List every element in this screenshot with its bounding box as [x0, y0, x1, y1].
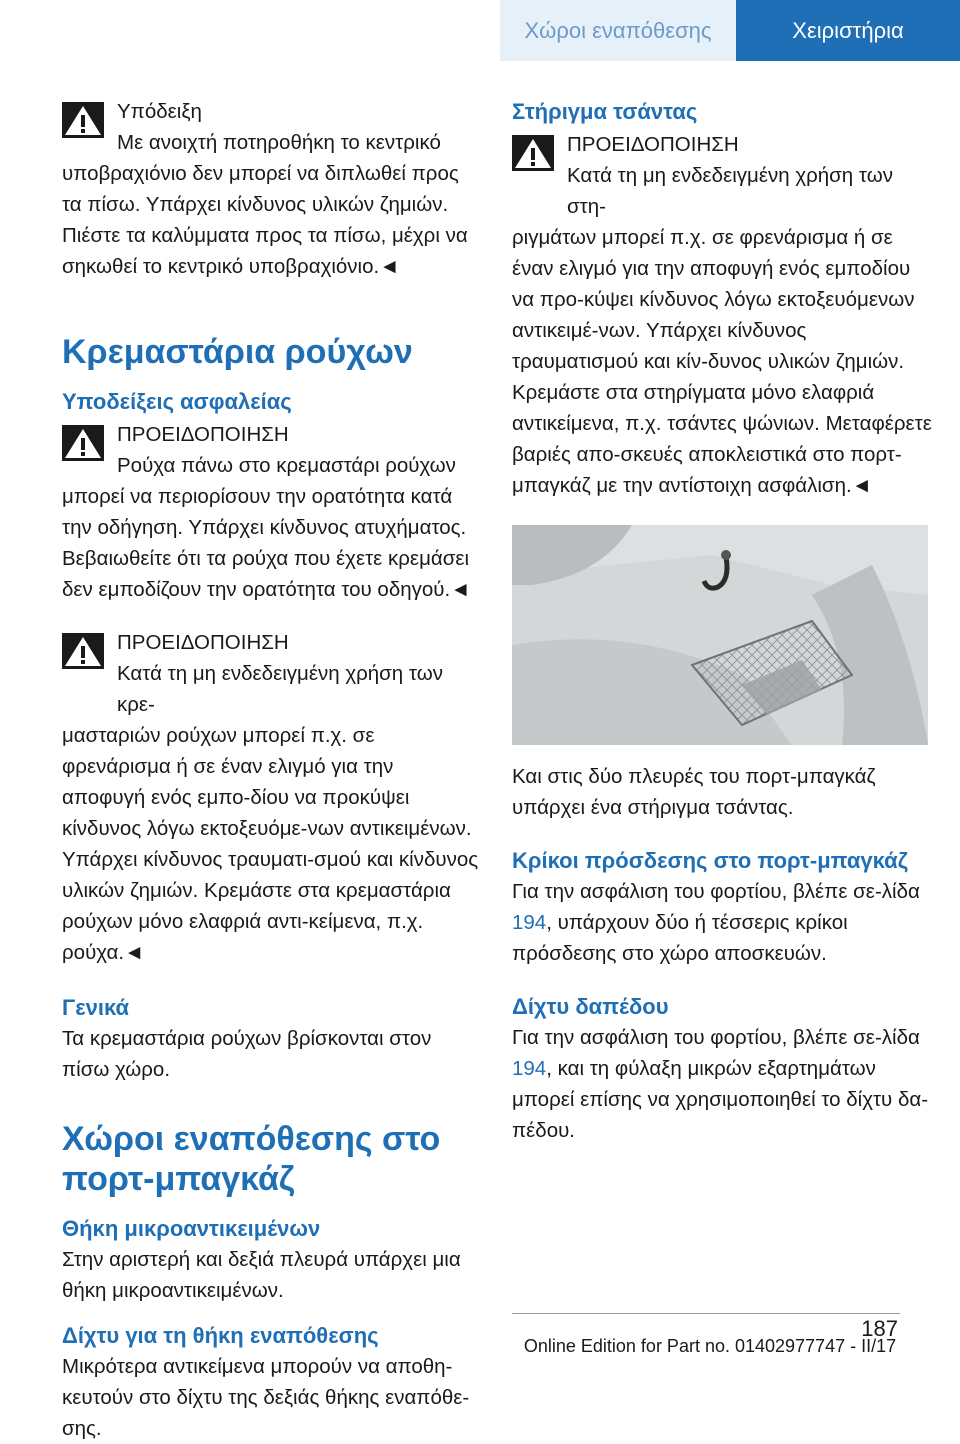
warning-block-2: [62, 627, 482, 968]
heading-general: Γενικά: [62, 995, 130, 1020]
heading-floor-net: Δίχτυ δαπέδου: [512, 994, 669, 1019]
section-tab-controls[interactable]: Χειριστήρια: [736, 0, 960, 61]
heading-safety-notes: Υποδείξεις ασφαλείας: [62, 389, 292, 414]
note-first-line: Με ανοιχτή ποτηροθήκη το κεντρικό: [117, 131, 441, 154]
warning-block-1: [62, 419, 482, 605]
warning-first-line: Κατά τη μη ενδεδειγμένη χρήση των κρε-: [117, 662, 443, 716]
edition-text: Online Edition for Part no. 01402977747 - II/17: [523, 1336, 897, 1356]
heading-lashing-eyes: Κρίκοι πρόσδεσης στο πορτ-μπαγκάζ: [512, 848, 908, 873]
page-header: [0, 0, 960, 61]
lashing-text-pre: Για την ασφάλιση του φορτίου, βλέπε σε-λίδα: [512, 880, 920, 903]
floor-net-text: [512, 1022, 932, 1146]
left-column: [62, 96, 482, 1444]
floor-text-pre: Για την ασφάλιση του φορτίου, βλέπε σε-λίδα: [512, 1026, 920, 1049]
right-column: [512, 96, 932, 1146]
warning-text: μπορεί να περιορίσουν την ορατότητα κατά την οδήγηση. Υπάρχει κίνδυνος ατυχήματος. Βεβαιωθείτε ότι τα ρούχα που έχετε κρεμάσει δεν εμποδίζουν την ορατότητα του οδηγού.◄: [62, 485, 471, 601]
bag-hook-text: Και στις δύο πλευρές του πορτ-μπαγκάζ υπάρχει ένα στήριγμα τσάντας.: [512, 765, 876, 819]
lashing-eyes-text: [512, 876, 932, 969]
warning-first-line: Ρούχα πάνω στο κρεμαστάρι ρούχων: [117, 454, 456, 477]
warning-title: ΠΡΟΕΙΔΟΠΟΙΗΣΗ: [567, 133, 739, 156]
page-link-194[interactable]: 194: [512, 1057, 547, 1080]
note-block: [62, 96, 482, 282]
warning-title: ΠΡΟΕΙΔΟΠΟΙΗΣΗ: [117, 423, 289, 446]
heading-small-item-compartment: Θήκη μικροαντικειμένων: [62, 1216, 321, 1241]
warning-first-line: Κατά τη μη ενδεδειγμένη χρήση των στη-: [567, 164, 893, 218]
heading-trunk-storage: Χώροι εναπόθεσης στο πορτ-μπαγκάζ: [62, 1120, 441, 1198]
floor-text-post: , και τη φύλαξη μικρών εξαρτημάτων μπορεί επίσης να χρησιμοποιηθεί το δίχτυ δα-πέδου.: [512, 1057, 929, 1142]
compartment-text: Στην αριστερή και δεξιά πλευρά υπάρχει μια θήκη μικροαντικειμένων.: [62, 1248, 461, 1302]
heading-storage-net: Δίχτυ για τη θήκη εναπόθεσης: [62, 1323, 379, 1348]
section-tab-storage[interactable]: Χώροι εναπόθεσης: [500, 0, 736, 61]
note-title: Υπόδειξη: [117, 100, 202, 123]
warning-triangle-icon: [62, 633, 104, 669]
warning-triangle-icon: [62, 425, 104, 461]
warning-title: ΠΡΟΕΙΔΟΠΟΙΗΣΗ: [117, 631, 289, 654]
warning-text: μασταριών ρούχων μπορεί π.χ. σε φρενάρισμα ή σε έναν ελιγμό για την αποφυγή ενός εμπο-δίου να προκύψει κίνδυνος λόγω εκτοξευόμε-νων αντικειμένων. Υπάρχει κίνδυνος τραυματι-σμού και κίνδυνος υλικών ζημιών. Κρεμάστε στα κρεμαστάρια ρούχων μόνο ελαφριά αντι-κείμενα, π.χ. ρούχα.◄: [62, 724, 479, 964]
page-number: 187: [861, 1316, 898, 1341]
heading-bag-hook: Στήριγμα τσάντας: [512, 99, 698, 124]
general-text: Τα κρεμαστάρια ρούχων βρίσκονται στον πίσω χώρο.: [62, 1027, 432, 1081]
page-link-194[interactable]: 194: [512, 911, 547, 934]
heading-clothes-hangers: Κρεμαστάρια ρούχων: [62, 333, 413, 371]
warning-triangle-icon: [512, 135, 554, 171]
footer-divider: [512, 1313, 900, 1314]
net-text: Μικρότερα αντικείμενα μπορούν να αποθη-κευτούν στο δίχτυ της δεξιάς θήκης εναπόθε-σης.: [62, 1355, 470, 1440]
warning-text: ριγμάτων μπορεί π.χ. σε φρενάρισμα ή σε έναν ελιγμό για την αποφυγή ενός εμποδίου να προ-κύψει κίνδυνος λόγω εκτοξευόμενων αντικειμέ-νων. Υπάρχει κίνδυνος τραυματισμού και κίν-δυνος υλικών ζημιών. Κρεμάστε στα στηρίγματα μόνο ελαφριά αντικείμενα, π.χ. τσάντες ψώνιων. Μεταφέρετε βαριές απο-σκευές αποκλειστικά στο πορτ-μπαγκάζ με την αντίστοιχη ασφάλιση.◄: [512, 226, 932, 497]
trunk-bag-hook-photo: [512, 525, 928, 745]
lashing-text-post: , υπάρχουν δύο ή τέσσερις κρίκοι πρόσδεσης στο χώρο αποσκευών.: [512, 911, 848, 965]
warning-triangle-icon: [62, 102, 104, 138]
note-text: υποβραχιόνιο δεν μπορεί να διπλωθεί προς τα πίσω. Υπάρχει κίνδυνος υλικών ζημιών. Πιέστε τα καλύμματα προς τα πίσω, μέχρι να σηκωθεί το κεντρικό υποβραχιόνιο.◄: [62, 162, 468, 278]
warning-block-3: [512, 129, 932, 501]
